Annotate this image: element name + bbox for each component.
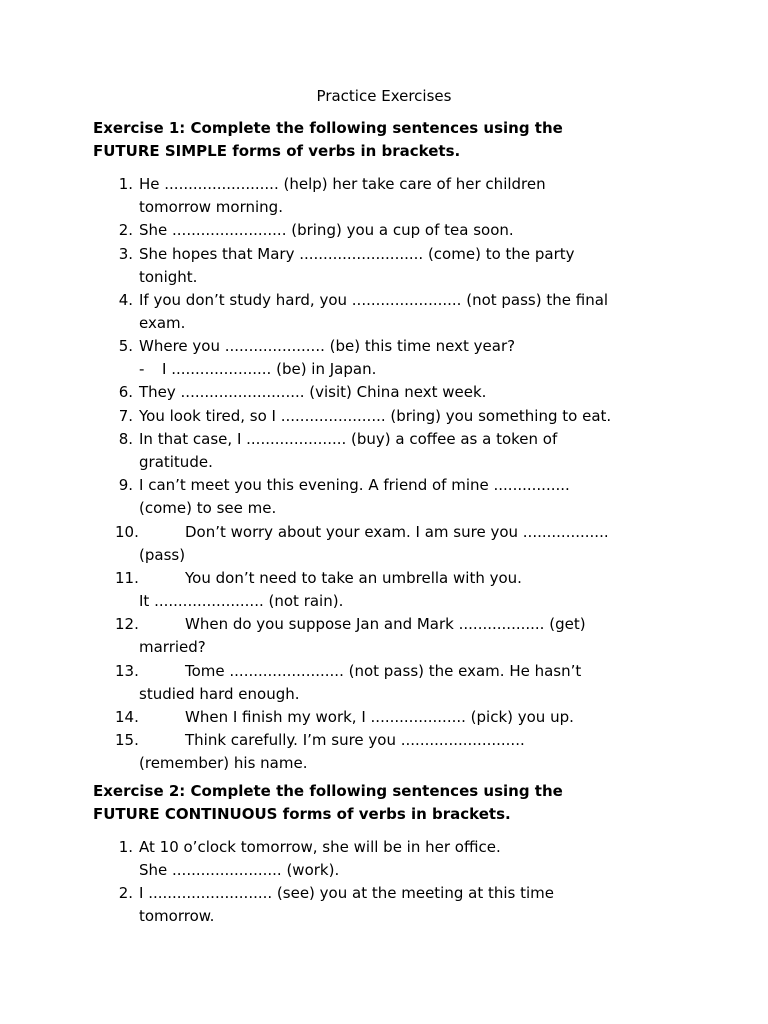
list-item [93,882,683,928]
list-item [93,836,683,882]
item-text-line: Where you ..................... (be) this time next year? [139,337,516,356]
item-text-line: When I finish my work, I .................... (pick) you up. [185,707,574,726]
item-text-line: I .......................... (see) you at the meeting at this time [139,884,555,903]
item-text-line: (come) to see me. [139,499,277,518]
list-item [93,613,683,659]
exercise-1-list [93,173,683,775]
item-number: 14. [115,707,139,726]
list-item [93,567,683,613]
list-item [93,660,683,706]
item-text-line: tonight. [139,267,198,286]
list-item [93,706,683,729]
item-text-line: You look tired, so I ...................... (bring) you something to eat. [139,406,612,425]
list-item [93,173,683,219]
item-text-line: When do you suppose Jan and Mark .................. (get) [185,615,586,634]
exercise-1-heading [93,117,653,163]
item-number: 15. [115,731,139,750]
item-text-line: She ........................ (bring) you a cup of tea soon. [139,221,514,240]
item-text-line: exam. [139,313,186,332]
item-number: 2. [118,884,133,903]
item-number: 11. [115,568,139,587]
exercise-2-heading [93,780,653,826]
item-text-line: studied hard enough. [139,684,300,703]
item-text-line: She hopes that Mary .......................... (come) to the party [139,244,575,263]
item-text-line: (pass) [139,545,186,564]
item-number: 6. [118,383,133,402]
item-text-line: Tome ........................ (not pass) the exam. He hasn’t [185,661,582,680]
list-item [93,335,683,381]
item-number: 5. [118,337,133,356]
item-text-line: married? [139,638,206,657]
item-number: 3. [118,244,133,263]
item-text-line: tomorrow morning. [139,198,283,216]
item-text-line: I can’t meet you this evening. A friend of mine ................ [139,476,570,495]
item-text-line: It ....................... (not rain). [139,591,344,610]
item-number: 1. [118,175,133,193]
item-text-line: (remember) his name. [139,754,308,773]
item-text-line: gratitude. [139,453,213,472]
item-number: 7. [118,406,133,425]
page-title: Practice Exercises [316,87,452,105]
list-item [93,405,683,428]
item-number: 9. [118,476,133,495]
item-text-line: She ....................... (work). [139,861,340,879]
dash-bullet: - [139,360,145,379]
list-item [93,474,683,520]
list-item [93,521,683,567]
item-text-line: If you don’t study hard, you ....................... (not pass) the final [139,290,609,309]
exercise-1-heading-line-1: Exercise 1: Complete the following sentences using the [93,119,563,137]
item-text-line: He ........................ (help) her take care of her children [139,175,546,193]
item-number: 2. [118,221,133,240]
item-text-line: You don’t need to take an umbrella with you. [185,568,522,587]
item-answer-text: I ..................... (be) in Japan. [162,360,377,379]
list-item [93,729,683,775]
list-item [93,219,683,242]
list-item [93,428,683,474]
item-answer-line [139,358,683,381]
item-number: 1. [118,838,133,856]
item-number: 4. [118,290,133,309]
list-item [93,289,683,335]
list-item [93,243,683,289]
item-number: 13. [115,661,139,680]
exercise-1-heading-line-2: FUTURE SIMPLE forms of verbs in brackets. [93,142,461,160]
exercise-2-heading-line-1: Exercise 2: Complete the following sentences using the [93,782,563,800]
item-number: 8. [118,430,133,449]
item-number: 12. [115,615,139,634]
exercise-2-heading-line-2: FUTURE CONTINUOUS forms of verbs in brackets. [93,805,511,823]
item-text-line: At 10 o’clock tomorrow, she will be in her office. [139,838,501,856]
item-text-line: tomorrow. [139,907,215,926]
item-text-line: They .......................... (visit) China next week. [139,383,487,402]
item-text-line: Think carefully. I’m sure you .......................... [185,731,525,750]
item-text-line: Don’t worry about your exam. I am sure you .................. [185,522,609,541]
item-text-line: In that case, I ..................... (buy) a coffee as a token of [139,430,558,449]
list-item [93,381,683,404]
item-number: 10. [115,522,139,541]
exercise-2-list [93,836,683,929]
